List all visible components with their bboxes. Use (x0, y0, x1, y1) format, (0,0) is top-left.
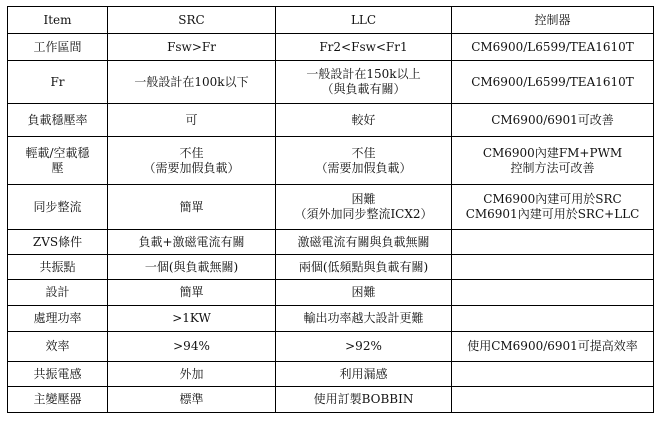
cell-text-line: CM6900/L6599/TEA1610T (471, 39, 634, 54)
cell-controller (452, 387, 654, 413)
cell-src (108, 34, 276, 61)
cell-item (8, 362, 108, 387)
cell-text-line: 可 (185, 112, 198, 127)
cell-text-line: 困難 (351, 285, 376, 299)
cell-text-line: Fr (50, 74, 65, 89)
cell-text-line: 處理功率 (33, 311, 82, 325)
cell-text-line: （需要加假負載） (315, 160, 412, 175)
cell-text-line: 共振點 (39, 259, 76, 274)
cell-text-line: 輕載/空載穩 (25, 145, 90, 160)
cell-text-line: 一般設計在150k以上 (306, 67, 421, 81)
cell-text-line: 輸出功率越大設計更難 (303, 311, 424, 325)
table-row (8, 306, 654, 332)
cell-text-line: 一個(與負載無關) (144, 259, 239, 274)
table-row (8, 280, 654, 306)
cell-llc (276, 362, 452, 387)
cell-item (8, 185, 108, 230)
cell-llc (276, 137, 452, 185)
header-item: Item (8, 7, 108, 34)
cell-llc (276, 255, 452, 280)
cell-src (108, 280, 276, 306)
cell-item (8, 306, 108, 332)
cell-src (108, 306, 276, 332)
cell-controller (452, 34, 654, 61)
cell-src (108, 230, 276, 255)
cell-src (108, 387, 276, 413)
cell-text-line: 主變壓器 (33, 392, 82, 406)
cell-text-line: >94% (173, 339, 210, 353)
cell-src (108, 185, 276, 230)
cell-text-line: CM6900內建可用於SRC (483, 192, 622, 206)
cell-text-line: （與負載有關） (321, 82, 406, 96)
cell-llc (276, 61, 452, 104)
table-row (8, 332, 654, 362)
cell-llc (276, 280, 452, 306)
cell-controller (452, 362, 654, 387)
cell-text-line: 負載穩壓率 (27, 112, 88, 127)
header-src: SRC (108, 7, 276, 34)
table-row (8, 104, 654, 137)
cell-text-line: 外加 (179, 366, 204, 381)
table-row (8, 362, 654, 387)
cell-text-line: 效率 (45, 339, 70, 353)
cell-text-line: CM6900/6901可改善 (491, 112, 614, 127)
comparison-table-container (7, 6, 654, 413)
cell-llc (276, 332, 452, 362)
cell-src (108, 104, 276, 137)
header-row (8, 7, 654, 34)
cell-controller (452, 61, 654, 104)
cell-item (8, 230, 108, 255)
cell-item (8, 137, 108, 185)
cell-item (8, 104, 108, 137)
cell-item (8, 280, 108, 306)
cell-text-line: 激磁電流有關與負載無關 (297, 234, 430, 249)
cell-text-line: 共振電感 (33, 366, 82, 381)
cell-text-line: 較好 (351, 112, 376, 127)
cell-text-line: 壓 (51, 160, 64, 175)
cell-llc (276, 34, 452, 61)
cell-text-line: ZVS條件 (32, 234, 83, 249)
cell-text-line: 控制方法可改善 (510, 160, 595, 175)
cell-text-line: 同步整流 (33, 199, 82, 214)
comparison-table (7, 6, 654, 413)
cell-controller (452, 185, 654, 230)
cell-text-line: 利用漏感 (339, 366, 388, 381)
cell-text-line: CM6901內建可用於SRC+LLC (465, 207, 640, 221)
cell-llc (276, 104, 452, 137)
cell-src (108, 362, 276, 387)
table-row (8, 185, 654, 230)
cell-text-line: 使用訂製BOBBIN (313, 392, 414, 406)
cell-text-line: 負載+激磁電流有關 (138, 234, 245, 249)
table-row (8, 230, 654, 255)
cell-text-line: 不佳 (351, 145, 376, 160)
cell-controller (452, 104, 654, 137)
cell-item (8, 61, 108, 104)
cell-text-line: Fr2<Fsw<Fr1 (319, 39, 408, 54)
cell-text-line: CM6900內建FM+PWM (482, 145, 623, 160)
cell-text-line: CM6900/L6599/TEA1610T (471, 74, 634, 89)
cell-text-line: 工作區間 (33, 39, 82, 54)
cell-item (8, 255, 108, 280)
cell-item (8, 387, 108, 413)
cell-text-line: （須外加同步整流ICX2） (294, 207, 433, 221)
cell-src (108, 255, 276, 280)
table-row (8, 61, 654, 104)
cell-item (8, 34, 108, 61)
cell-controller (452, 230, 654, 255)
header-controller: 控制器 (452, 7, 654, 34)
cell-text-line: >92% (345, 339, 382, 353)
cell-src (108, 332, 276, 362)
cell-text-line: 兩個(低頻點與負載有關) (298, 259, 429, 274)
table-row (8, 137, 654, 185)
cell-text-line: 不佳 (179, 145, 204, 160)
cell-text-line: 標準 (179, 392, 204, 406)
table-body (8, 7, 654, 413)
cell-llc (276, 230, 452, 255)
header-llc: LLC (276, 7, 452, 34)
cell-controller (452, 137, 654, 185)
cell-text-line: 一般設計在100k以下 (134, 74, 249, 89)
cell-src (108, 137, 276, 185)
cell-item (8, 332, 108, 362)
cell-controller (452, 332, 654, 362)
cell-llc (276, 387, 452, 413)
cell-text-line: 困難 (351, 192, 376, 206)
cell-text-line: Fsw>Fr (167, 39, 216, 54)
cell-controller (452, 280, 654, 306)
table-row (8, 255, 654, 280)
table-row (8, 34, 654, 61)
cell-llc (276, 185, 452, 230)
table-row (8, 387, 654, 413)
cell-text-line: 設計 (45, 285, 70, 299)
cell-text-line: >1KW (172, 311, 211, 325)
cell-llc (276, 306, 452, 332)
cell-text-line: 簡單 (179, 199, 204, 214)
cell-text-line: 使用CM6900/6901可提高效率 (467, 339, 638, 353)
cell-controller (452, 306, 654, 332)
cell-controller (452, 255, 654, 280)
cell-src (108, 61, 276, 104)
cell-text-line: 簡單 (179, 285, 204, 299)
cell-text-line: （需要加假負載） (143, 160, 240, 175)
